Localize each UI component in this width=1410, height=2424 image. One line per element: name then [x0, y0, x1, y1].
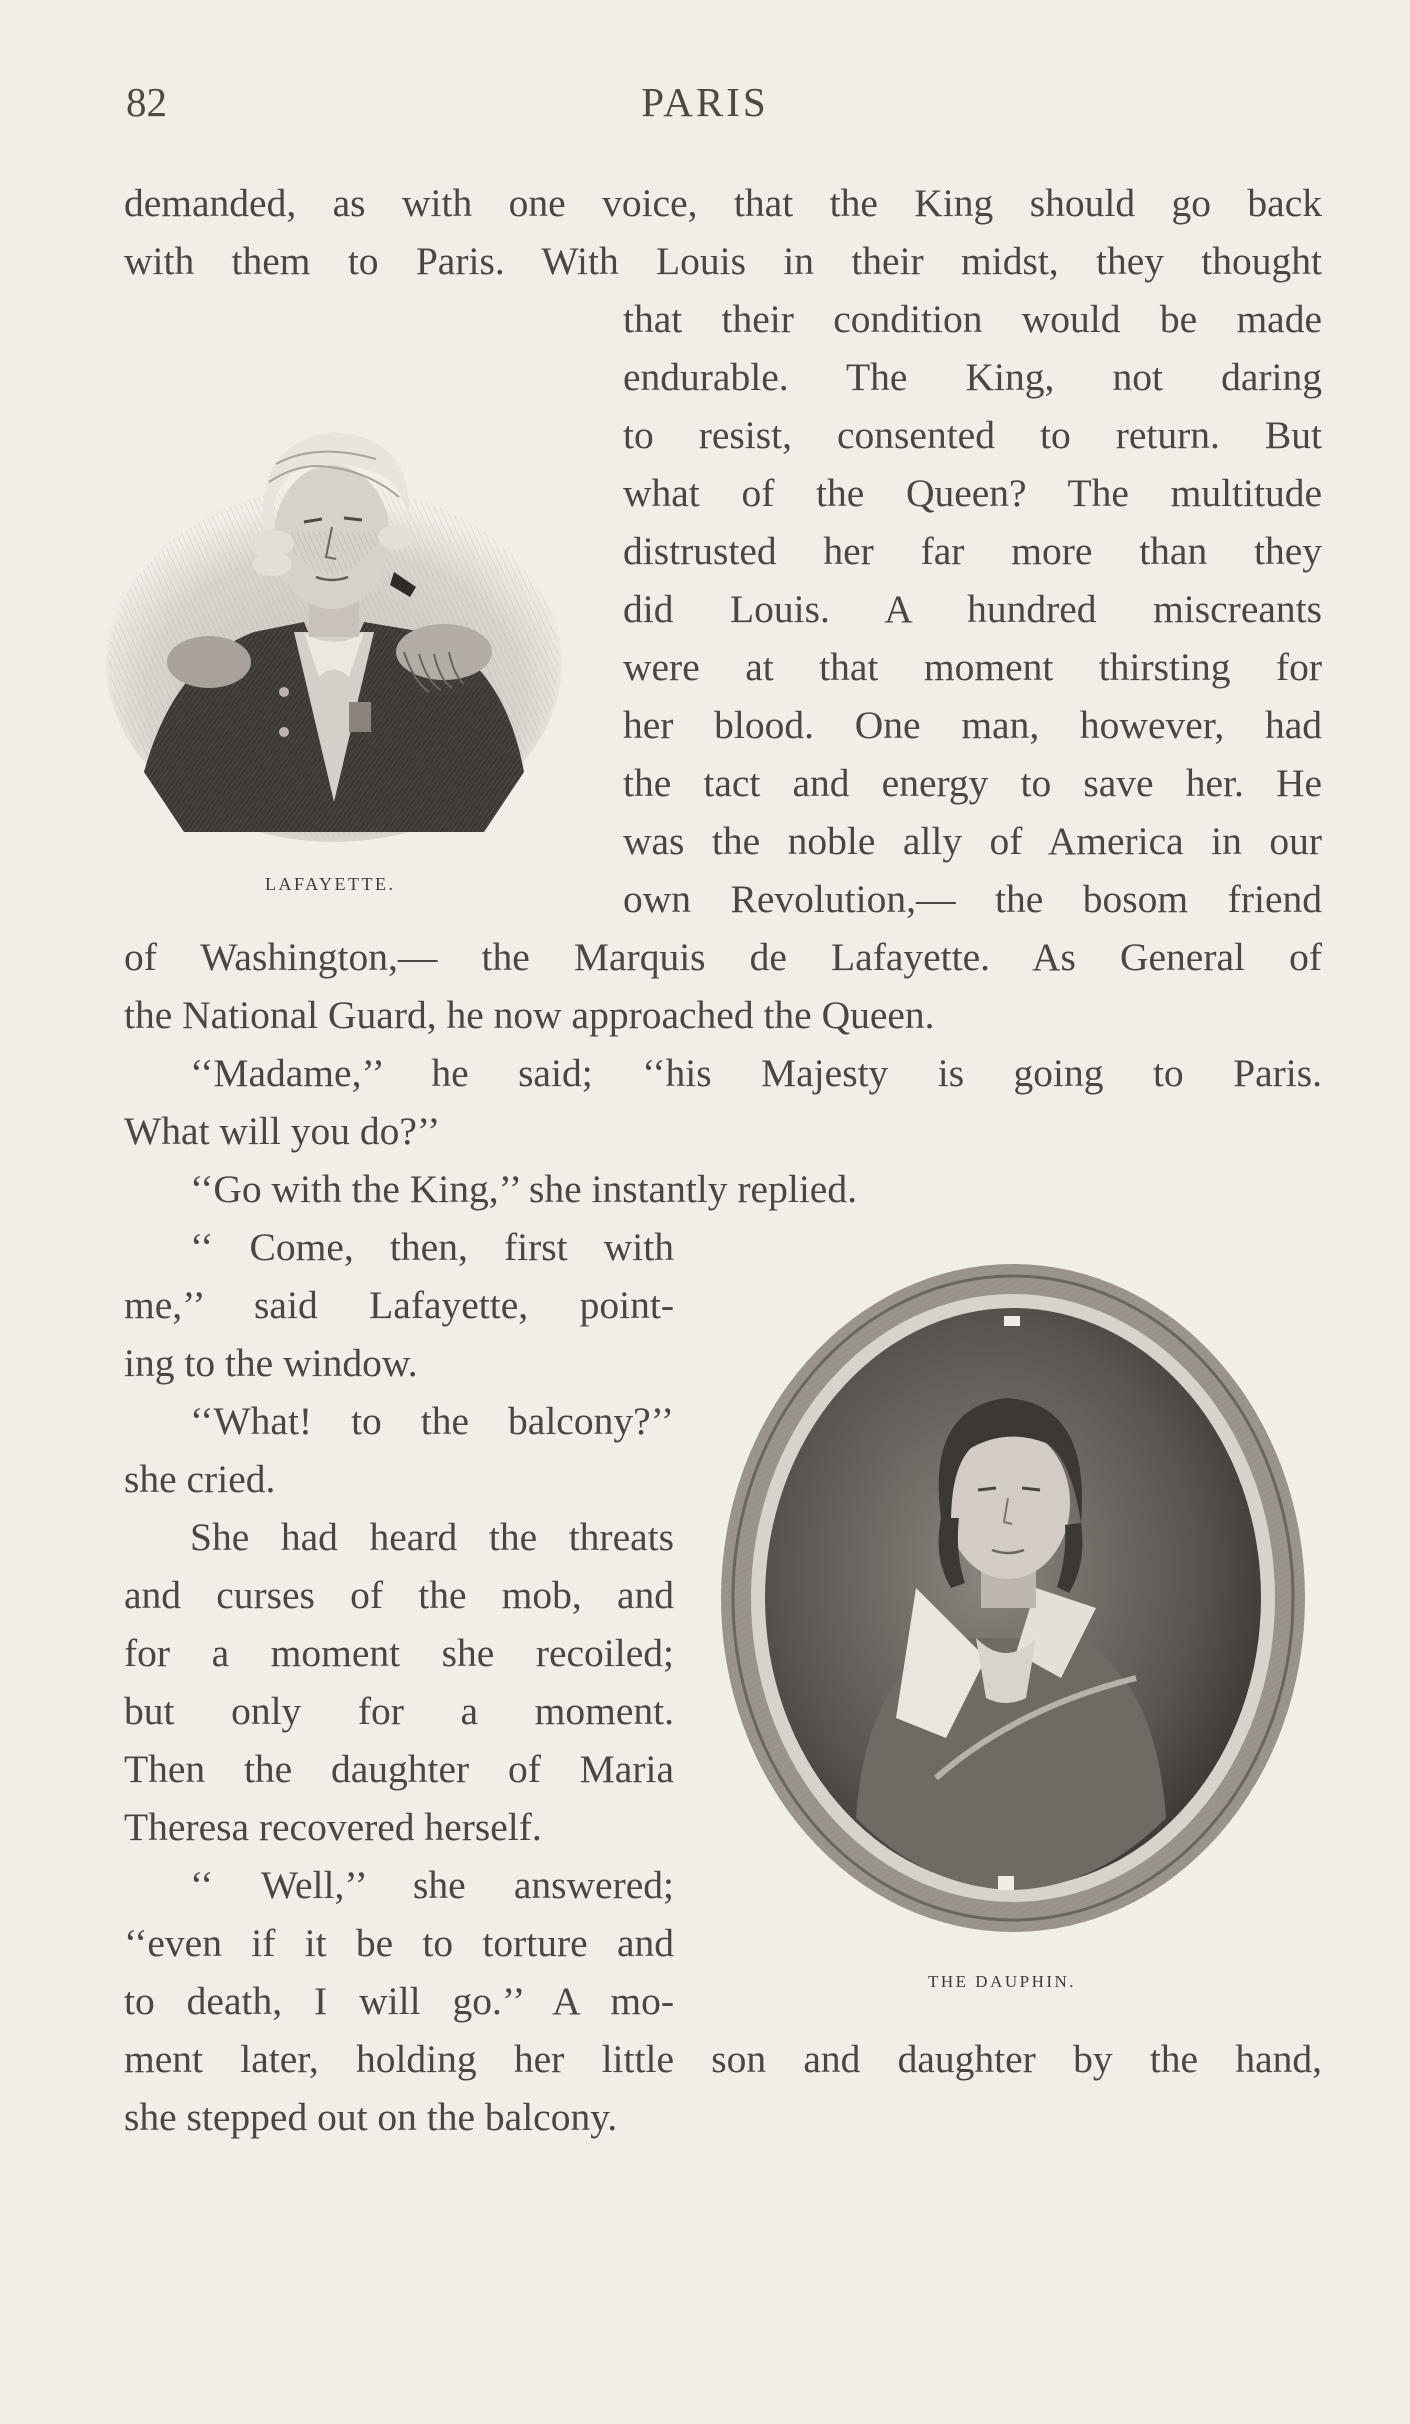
text-line: ‘‘ Well,’’ she answered; [190, 1863, 674, 1907]
text-line: ‘‘Go with the King,’’ she instantly replied. [190, 1167, 857, 1211]
text-line: and curses of the mob, and [124, 1573, 674, 1617]
text-line: for a moment she recoiled; [124, 1631, 674, 1675]
text-line: of Washington,— the Marquis de Lafayette. As General of [124, 935, 1322, 979]
text-line: the National Guard, he now approached the Queen. [124, 993, 935, 1037]
text-line: own Revolution,— the bosom friend [623, 877, 1322, 921]
text-line: distrusted her far more than they [623, 529, 1322, 573]
text-line: Then the daughter of Maria [124, 1747, 674, 1791]
text-line: her blood. One man, however, had [623, 703, 1322, 747]
text-line: to death, I will go.’’ A mo- [124, 1979, 674, 2023]
text-line: Theresa recovered herself. [124, 1805, 542, 1849]
running-title: PARIS [641, 79, 769, 125]
text-line: demanded, as with one voice, that the King should go back [124, 181, 1322, 225]
page-number: 82 [126, 79, 167, 125]
text-line: but only for a moment. [124, 1689, 674, 1733]
text-line: ment later, holding her little son and daughter by the hand, [124, 2037, 1322, 2081]
dauphin-caption: THE DAUPHIN. [928, 1972, 1077, 1991]
text-line: ‘‘even if it be to torture and [124, 1921, 674, 1965]
text-line: me,’’ said Lafayette, point- [124, 1283, 674, 1327]
text-line: that their condition would be made [623, 297, 1322, 341]
text-line: with them to Paris. With Louis in their midst, they thought [124, 239, 1322, 283]
text-line: did Louis. A hundred miscreants [623, 587, 1322, 631]
text-line: ‘‘What! to the balcony?’’ [190, 1399, 674, 1443]
text-line: to resist, consented to return. But [623, 413, 1322, 457]
text-line: ‘‘ Come, then, first with [190, 1225, 674, 1269]
text-line: ing to the window. [124, 1341, 418, 1385]
text-line: she stepped out on the balcony. [124, 2095, 618, 2139]
text-line: She had heard the threats [190, 1515, 674, 1559]
text-line: ‘‘Madame,’’ he said; ‘‘his Majesty is going to Paris. [190, 1051, 1322, 1095]
text-line: the tact and energy to save her. He [623, 761, 1322, 805]
dauphin-portrait [716, 1258, 1310, 1938]
text-line: What will you do?’’ [124, 1109, 441, 1153]
text-line: endurable. The King, not daring [623, 355, 1322, 399]
lafayette-caption: LAFAYETTE. [265, 874, 396, 894]
text-line: was the noble ally of America in our [623, 819, 1322, 863]
text-line: were at that moment thirsting for [623, 645, 1322, 689]
page-header [126, 78, 1284, 138]
text-line: what of the Queen? The multitude [623, 471, 1322, 515]
text-line: she cried. [124, 1457, 276, 1501]
lafayette-portrait [104, 332, 564, 844]
